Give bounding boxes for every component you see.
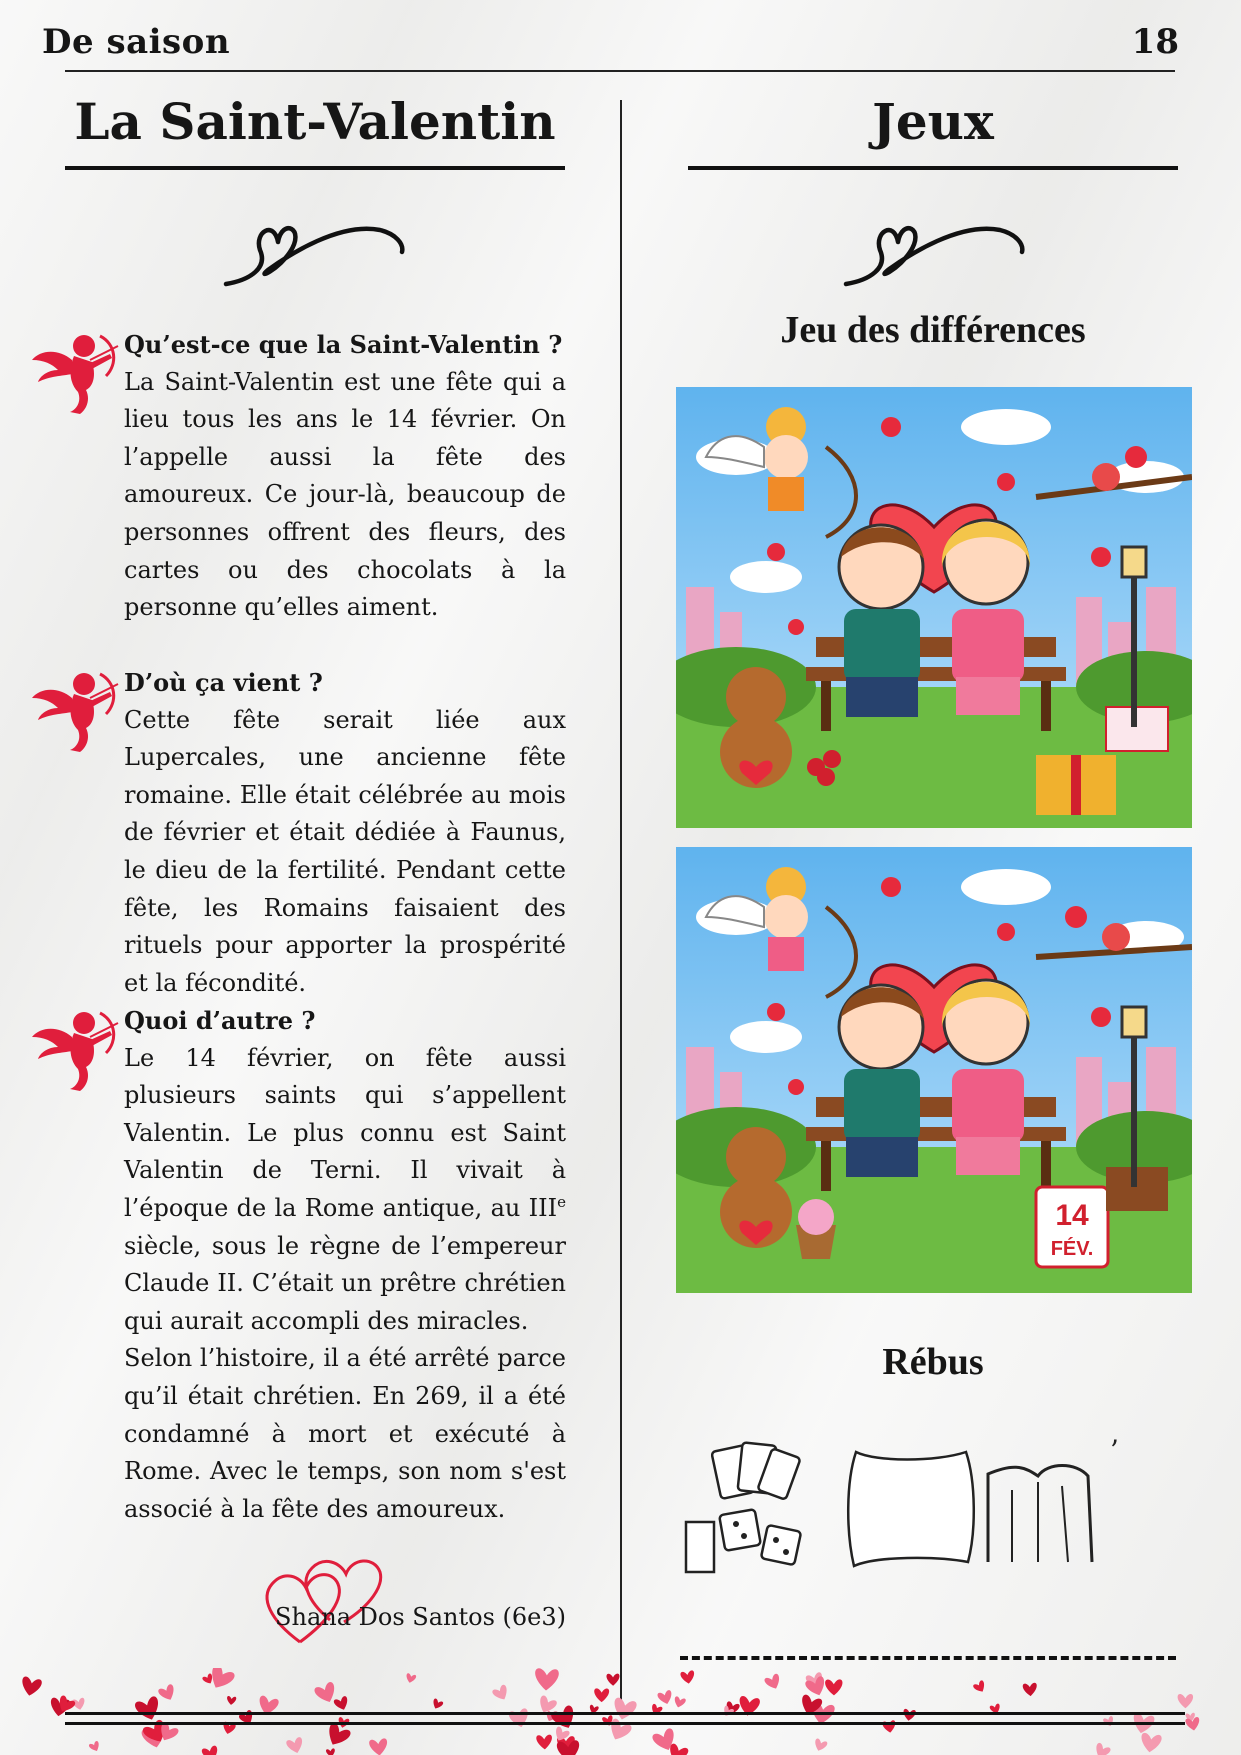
article-heading: Quoi d’autre ?: [124, 1006, 316, 1035]
article-heading: Qu’est-ce que la Saint-Valentin ?: [124, 330, 563, 359]
article-more: [124, 1002, 566, 1528]
heart-icon: [326, 1748, 336, 1755]
heart-flourish-icon: [840, 210, 1030, 290]
heart-icon: [491, 1684, 510, 1703]
cupid-icon: [30, 1007, 120, 1092]
author-signature: [250, 1600, 566, 1660]
heart-icon: [369, 1738, 389, 1755]
calendar-day: 14: [1055, 1199, 1089, 1232]
article-body: La Saint-Valentin est une fête qui a lieu tous les ans le 14 février. On l’appelle aussi la fête des amoureux. Ce jour-là, beaucoup de personnes offrent des fleurs, des cartes ou des chocolats à la personne qu’elles aiment.: [124, 367, 566, 622]
heart-icon: [902, 1709, 916, 1722]
left-section-title: La Saint-Valentin: [74, 92, 556, 151]
heart-flourish-icon: [220, 210, 410, 290]
heart-icon: [333, 1696, 350, 1713]
bottom-rule: [65, 1712, 1185, 1715]
heart-icon: [20, 1676, 43, 1698]
heart-icon: [1023, 1683, 1038, 1697]
article-body-part2: siècle, sous le règne de l’empereur Claude II. C’était un prêtre chrétien qui aurait accompli des miracles.: [124, 1231, 566, 1335]
author-name: Shana Dos Santos (6e3): [275, 1603, 566, 1631]
article-body: Cette fête serait liée aux Lupercales, une ancienne fête romaine. Elle était célébrée au mois de février et était dédiée à Faunus, le dieu de la fertilité. Pendant cette fête, les Romains faisaient des rituels pour apporter la prospérité et la fécondité.: [124, 705, 566, 997]
article-body-part1: Le 14 février, on fête aussi plusieurs saints qui s’appellent Valentin. Le plus connu est Saint Valentin de Terni. Il vivait à l’époque de la Rome antique, au III: [124, 1043, 566, 1222]
heart-icon: [813, 1738, 828, 1753]
heart-icon: [431, 1698, 444, 1711]
rebus-answer-line: [680, 1656, 1176, 1660]
heart-icon: [657, 1690, 674, 1706]
heart-icon: [226, 1696, 236, 1705]
right-title-rule: [688, 166, 1178, 170]
double-heart-icon: [260, 1540, 400, 1650]
heart-icon: [611, 1697, 637, 1722]
heart-icon: [534, 1668, 559, 1691]
heart-icon: [323, 1722, 352, 1750]
top-rule: [65, 70, 1175, 72]
heart-icon: [201, 1745, 220, 1755]
heart-icon: [673, 1696, 687, 1709]
differences-game-title: Jeu des différences: [780, 309, 1086, 351]
heart-icon: [606, 1674, 619, 1686]
valentine-park-illustration: [676, 387, 1192, 828]
heart-icon: [536, 1734, 553, 1749]
pillow-icon: [848, 1452, 974, 1566]
heart-icon: [1092, 1742, 1111, 1755]
article-body-superscript: e: [557, 1192, 566, 1211]
heart-icon: [1178, 1694, 1194, 1708]
cupid-icon: [30, 668, 120, 753]
valentine-park-illustration: [676, 847, 1192, 1293]
running-head: De saison: [42, 22, 231, 62]
differences-image-original: [676, 387, 1192, 828]
heart-icon: [550, 1704, 579, 1732]
rebus-apostrophe: ’: [1110, 1434, 1119, 1467]
rebus-drawings: [676, 1432, 1126, 1592]
heart-icon: [973, 1680, 988, 1695]
left-title-rule: [65, 166, 565, 170]
cupid-icon: [30, 330, 120, 415]
heart-icon: [594, 1688, 609, 1702]
article-body: [124, 1040, 566, 1341]
article-origin: [124, 664, 566, 1002]
letter-m-icon: [988, 1466, 1092, 1563]
heart-icon: [825, 1679, 843, 1695]
heart-icon: [88, 1740, 101, 1753]
heart-icon: [405, 1673, 417, 1684]
heart-icon: [286, 1737, 305, 1755]
rebus-title: Rébus: [882, 1341, 984, 1383]
article-heading: D’où ça vient ?: [124, 668, 323, 697]
column-divider: [620, 100, 622, 1705]
calendar-month: FÉV.: [1050, 1238, 1094, 1260]
heart-icon: [157, 1683, 177, 1703]
page-number: 18: [1131, 22, 1179, 62]
bottom-rule: [65, 1722, 1185, 1725]
heart-icon: [134, 1695, 163, 1723]
differences-image-modified: [676, 847, 1192, 1293]
heart-icon: [1139, 1732, 1162, 1753]
heart-icon: [680, 1670, 695, 1685]
article-body-continued: Selon l’histoire, il a été arrêté parce qu’il était chrétien. En 269, il a été condamné à mort et exécuté à Rome. Avec le temps, son nom s'est associé à la fête des amoureux.: [124, 1344, 566, 1523]
heart-icon: [764, 1673, 783, 1692]
rebus-puzzle: [676, 1432, 1126, 1592]
right-section-title: Jeux: [872, 92, 994, 151]
article-what-is: [124, 326, 566, 627]
